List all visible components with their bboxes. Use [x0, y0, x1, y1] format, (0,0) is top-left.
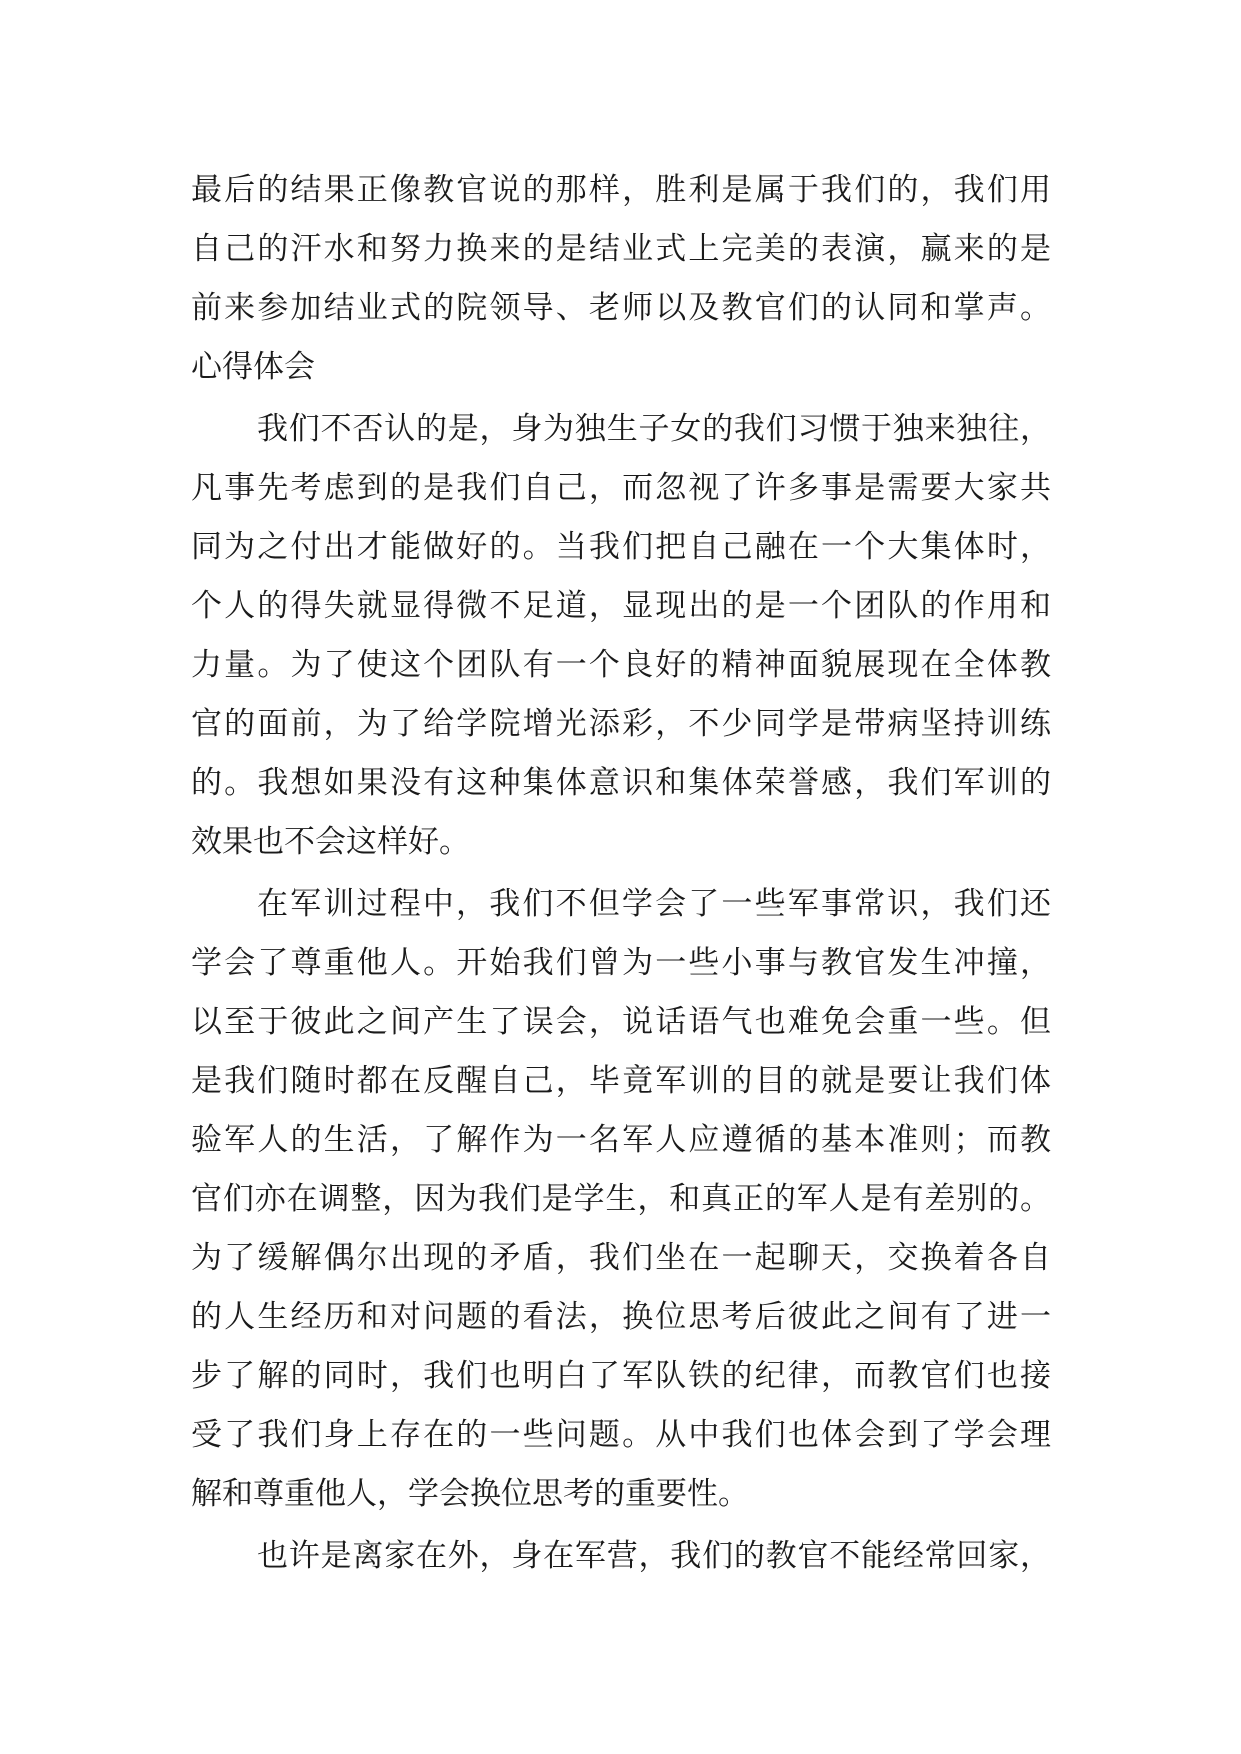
text-line: 学会了尊重他人。开始我们曾为一些小事与教官发生冲撞，: [191, 945, 1051, 981]
section-heading: 心得体会: [191, 349, 315, 385]
text-line: 验军人的生活，了解作为一名军人应遵循的基本准则；而教: [191, 1122, 1051, 1158]
text-line: 的。我想如果没有这种集体意识和集体荣誉感，我们军训的: [191, 765, 1051, 801]
text-line: 以至于彼此之间产生了误会，说话语气也难免会重一些。但: [191, 1004, 1051, 1040]
text-line: 解和尊重他人，学会换位思考的重要性。: [191, 1476, 749, 1512]
text-line: 最后的结果正像教官说的那样，胜利是属于我们的，我们用: [191, 172, 1051, 208]
text-line: 官们亦在调整，因为我们是学生，和真正的军人是有差别的。: [191, 1181, 1051, 1217]
text-line: 自己的汗水和努力换来的是结业式上完美的表演，赢来的是: [191, 231, 1051, 267]
text-line: 凡事先考虑到的是我们自己，而忽视了许多事是需要大家共: [191, 470, 1051, 506]
text-line: 官的面前，为了给学院增光添彩，不少同学是带病坚持训练: [191, 706, 1051, 742]
text-line: 前来参加结业式的院领导、老师以及教官们的认同和掌声。: [191, 290, 1051, 326]
text-line: 效果也不会这样好。: [191, 824, 470, 860]
text-line: 是我们随时都在反醒自己，毕竟军训的目的就是要让我们体: [191, 1063, 1051, 1099]
text-line: 步了解的同时，我们也明白了军队铁的纪律，而教官们也接: [191, 1358, 1051, 1394]
text-line: 的人生经历和对问题的看法，换位思考后彼此之间有了进一: [191, 1299, 1051, 1335]
text-line: 在军训过程中，我们不但学会了一些军事常识，我们还: [257, 886, 1051, 922]
text-line: 为了缓解偶尔出现的矛盾，我们坐在一起聊天，交换着各自: [191, 1240, 1051, 1276]
text-line: 我们不否认的是，身为独生子女的我们习惯于独来独往，: [257, 411, 1051, 447]
text-line: 也许是离家在外，身在军营，我们的教官不能经常回家，: [257, 1538, 1051, 1574]
document-body: [191, 161, 1051, 1586]
text-line: 个人的得失就显得微不足道，显现出的是一个团队的作用和: [191, 588, 1051, 624]
text-line: 同为之付出才能做好的。当我们把自己融在一个大集体时，: [191, 529, 1051, 565]
text-line: 力量。为了使这个团队有一个良好的精神面貌展现在全体教: [191, 647, 1051, 683]
text-line: 受了我们身上存在的一些问题。从中我们也体会到了学会理: [191, 1417, 1051, 1453]
